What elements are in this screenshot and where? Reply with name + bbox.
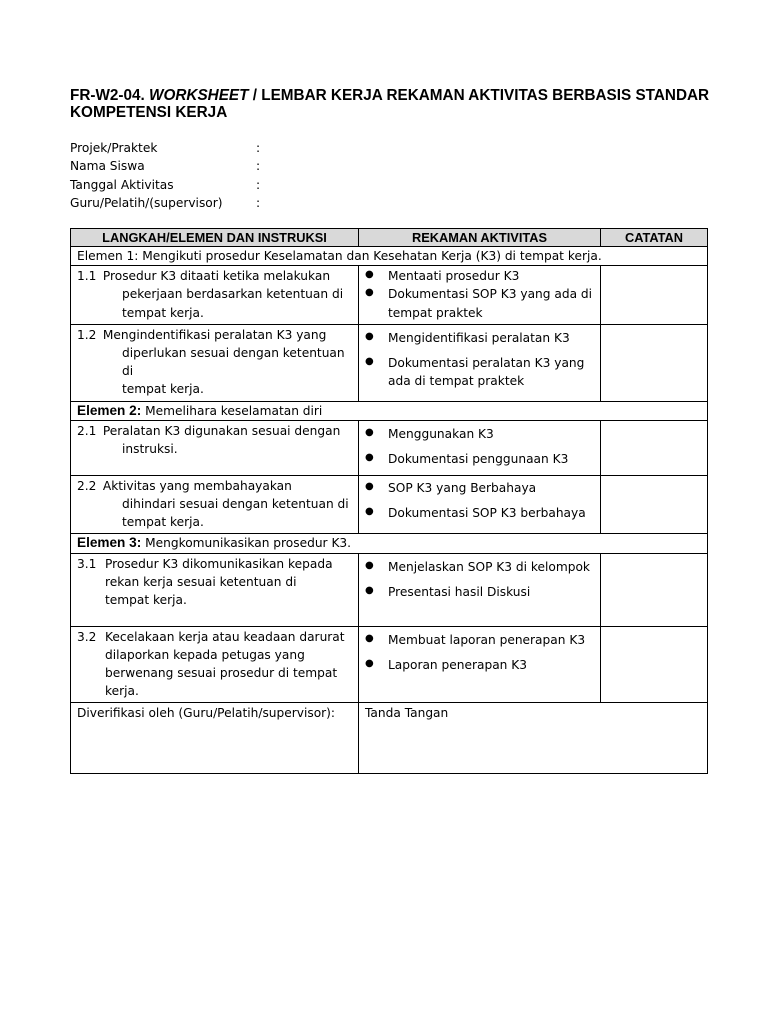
table-row	[71, 475, 708, 534]
record-text: Dokumentasi peralatan K3 yang ada di tempat praktek	[388, 356, 585, 389]
catatan-cell[interactable]	[601, 266, 708, 325]
step-text: tempat kerja.	[122, 515, 204, 530]
bullet-icon: ●	[365, 330, 374, 342]
element-label: Elemen 1:	[77, 249, 139, 263]
record-text: Mentaati prosedur K3	[388, 269, 520, 284]
element-text: Mengikuti prosedur Keselamatan dan Kesehatan Kerja (K3) di tempat kerja.	[138, 249, 602, 263]
bullet-icon: ●	[365, 287, 374, 299]
bullet-icon: ●	[365, 480, 374, 492]
worksheet-table	[70, 228, 708, 774]
list-item	[365, 631, 596, 649]
title-rest: / LEMBAR KERJA REKAMAN AKTIVITAS BERBASIS STANDAR KOMPETENSI KERJA	[70, 87, 710, 121]
catatan-cell[interactable]	[601, 324, 708, 401]
table-row	[71, 553, 708, 626]
step-text: Prosedur K3 dikomunikasikan kepada	[105, 556, 333, 571]
element-label: Elemen 3:	[77, 535, 142, 551]
step-number: 2.1	[77, 423, 97, 438]
element-label: Elemen 2:	[77, 402, 142, 418]
step-text: kerja.	[105, 684, 139, 699]
step-number: 1.2	[77, 327, 97, 342]
element-text: Memelihara keselamatan diri	[141, 403, 323, 418]
header-langkah: LANGKAH/ELEMEN DAN INSTRUKSI	[71, 229, 359, 247]
bullet-icon: ●	[365, 506, 374, 518]
table-row	[71, 324, 708, 401]
record-text: Menggunakan K3	[388, 426, 494, 441]
step-cell	[71, 553, 359, 626]
table-row	[71, 420, 708, 475]
list-item	[365, 558, 596, 576]
field-label: Nama Siswa	[70, 159, 145, 174]
catatan-cell[interactable]	[601, 420, 708, 475]
element-row-3	[71, 534, 708, 553]
bullet-icon: ●	[365, 559, 374, 571]
field-label: Guru/Pelatih/(supervisor)	[70, 195, 223, 210]
step-cell	[71, 420, 359, 475]
table-row	[71, 266, 708, 325]
record-text: Dokumentasi SOP K3 berbahaya	[388, 506, 586, 521]
list-item	[365, 450, 596, 468]
element-row-1	[71, 247, 708, 266]
step-number: 2.2	[77, 478, 97, 493]
field-colon: :	[256, 141, 261, 155]
record-text: Dokumentasi penggunaan K3	[388, 452, 569, 467]
step-text: Mengindentifikasi peralatan K3 yang	[102, 327, 327, 342]
table-row	[71, 626, 708, 703]
record-text: Membuat laporan penerapan K3	[388, 632, 586, 647]
bullet-icon: ●	[365, 632, 374, 644]
bullet-icon: ●	[365, 426, 374, 438]
list-item	[365, 504, 596, 522]
list-item	[365, 656, 596, 674]
step-text: dilaporkan kepada petugas yang	[105, 647, 305, 662]
field-colon: :	[256, 159, 261, 174]
step-text: tempat kerja.	[105, 593, 187, 608]
catatan-cell[interactable]	[601, 475, 708, 534]
list-item	[365, 583, 596, 601]
element-heading	[71, 401, 708, 420]
verified-by-cell: Diverifikasi oleh (Guru/Pelatih/supervisor):	[71, 703, 359, 774]
record-text: Mengidentifikasi peralatan K3	[388, 330, 570, 345]
record-text: Dokumentasi SOP K3 yang ada di tempat praktek	[388, 287, 593, 320]
field-colon: :	[256, 177, 261, 192]
bullet-icon: ●	[365, 657, 374, 669]
field-guru	[70, 194, 260, 212]
header-fields	[70, 139, 260, 212]
field-label: Projek/Praktek	[70, 141, 158, 155]
record-cell	[359, 626, 601, 703]
signature-cell[interactable]: Tanda Tangan	[359, 703, 708, 774]
record-cell	[359, 420, 601, 475]
header-catatan: CATATAN	[601, 229, 708, 247]
step-text: diperlukan sesuai dengan ketentuan di	[122, 346, 345, 379]
list-item	[365, 329, 596, 347]
verification-row	[71, 703, 708, 774]
bullet-icon: ●	[365, 452, 374, 464]
list-item	[365, 354, 596, 390]
record-text: Menjelaskan SOP K3 di kelompok	[388, 559, 590, 574]
bullet-icon: ●	[365, 269, 374, 281]
list-item	[365, 267, 596, 285]
step-text: Peralatan K3 digunakan sesuai dengan	[102, 423, 341, 438]
step-text: Aktivitas yang membahayakan	[102, 478, 292, 493]
step-text: pekerjaan berdasarkan ketentuan di	[122, 287, 344, 302]
record-cell	[359, 553, 601, 626]
step-number: 3.2	[77, 629, 97, 644]
catatan-cell[interactable]	[601, 553, 708, 626]
title-italic: WORKSHEET	[149, 87, 249, 104]
header-rekaman: REKAMAN AKTIVITAS	[359, 229, 601, 247]
step-cell	[71, 266, 359, 325]
table-header-row	[71, 229, 708, 247]
record-text: Laporan penerapan K3	[388, 657, 528, 672]
catatan-cell[interactable]	[601, 626, 708, 703]
element-heading	[71, 534, 708, 553]
record-cell	[359, 324, 601, 401]
step-text: Prosedur K3 ditaati ketika melakukan	[102, 269, 331, 284]
step-text: Kecelakaan kerja atau keadaan darurat	[105, 629, 345, 644]
record-cell	[359, 475, 601, 534]
step-text: instruksi.	[122, 442, 178, 457]
field-label: Tanggal Aktivitas	[70, 177, 174, 192]
step-number: 1.1	[77, 269, 97, 284]
step-cell	[71, 475, 359, 534]
step-text: dihindari sesuai dengan ketentuan di	[122, 497, 349, 512]
step-text: tempat kerja.	[122, 305, 204, 320]
field-tanggal	[70, 176, 260, 194]
bullet-icon: ●	[365, 584, 374, 596]
step-number: 3.1	[77, 556, 97, 571]
list-item	[365, 479, 596, 497]
element-row-2	[71, 401, 708, 420]
element-heading	[71, 247, 708, 266]
step-cell	[71, 324, 359, 401]
record-text: Presentasi hasil Diskusi	[388, 584, 531, 599]
list-item	[365, 425, 596, 443]
record-cell	[359, 266, 601, 325]
step-text: rekan kerja sesuai ketentuan di	[105, 574, 297, 589]
field-nama-siswa	[70, 157, 260, 175]
record-text: SOP K3 yang Berbahaya	[388, 480, 537, 495]
bullet-icon: ●	[365, 356, 374, 368]
document-title	[70, 87, 710, 121]
element-text: Mengkomunikasikan prosedur K3.	[141, 536, 352, 551]
form-code: FR-W2-04.	[70, 87, 145, 104]
step-text: berwenang sesuai prosedur di tempat	[105, 666, 338, 681]
step-cell	[71, 626, 359, 703]
field-projek	[70, 139, 260, 157]
step-text: tempat kerja.	[122, 382, 204, 397]
list-item	[365, 285, 596, 321]
field-colon: :	[256, 195, 261, 210]
